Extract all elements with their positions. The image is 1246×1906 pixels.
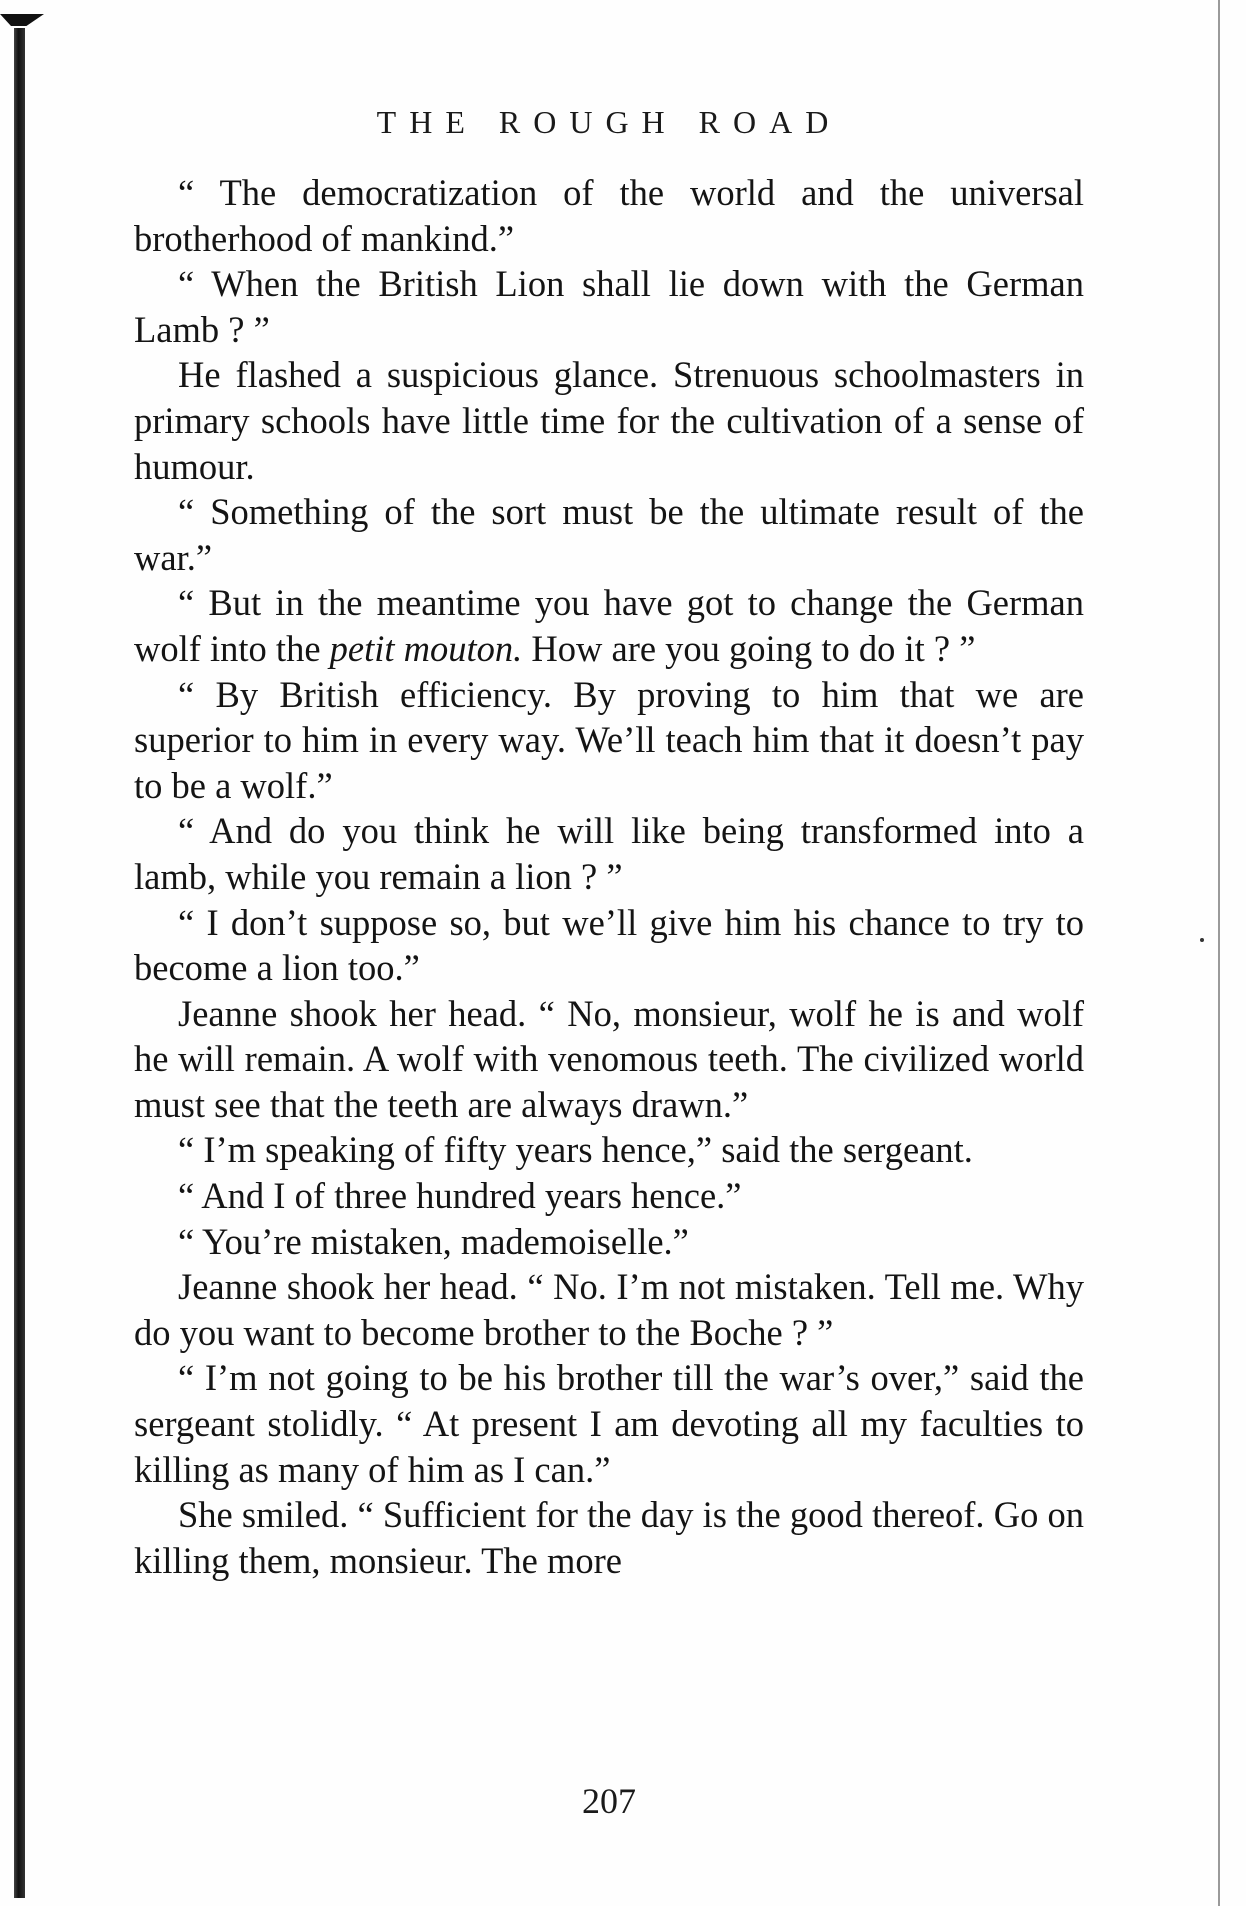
italic-text: petit mouton.	[329, 627, 523, 669]
paragraph	[134, 352, 1084, 489]
paragraph	[134, 1492, 1084, 1583]
speck	[1200, 938, 1204, 942]
text-run: “ And do you think he will like being transformed into a lamb, while you remain a lion ? ”	[134, 810, 1084, 897]
paragraph	[134, 991, 1084, 1128]
text-run: “ I don’t suppose so, but we’ll give him his chance to try to become a lion too.”	[134, 901, 1084, 989]
text-run: Jeanne shook her head. “ No. I’m not mistaken. Tell me. Why do you want to become brother to the Boche ? ”	[134, 1266, 1084, 1353]
binding-edge	[14, 28, 25, 1898]
paragraph	[134, 580, 1084, 671]
text-run: He flashed a suspicious glance. Strenuous schoolmasters in primary schools have little time for the cultivation of a sense of humour.	[134, 354, 1084, 487]
text-run: “ I’m not going to be his brother till the war’s over,” said the sergeant stolidly. “ At present I am devoting all my faculties to killing as many of him as I can.”	[134, 1357, 1084, 1490]
text-run: “ When the British Lion shall lie down with the German Lamb ? ”	[134, 263, 1084, 350]
paragraph	[134, 261, 1084, 352]
text-run: Jeanne shook her head. “ No, monsieur, wolf he is and wolf he will remain. A wolf with venomous teeth. The civilized world must see that the teeth are always drawn.”	[134, 992, 1084, 1125]
text-run: “ And I of three hundred years hence.”	[178, 1175, 742, 1217]
paragraph	[134, 489, 1084, 580]
paragraph	[134, 1127, 1084, 1173]
text-run: “ I’m speaking of fifty years hence,” said the sergeant.	[178, 1129, 973, 1171]
running-head: THE ROUGH ROAD	[376, 104, 842, 140]
body-text	[134, 170, 1084, 1583]
paragraph	[134, 1173, 1084, 1219]
binding-edge-top	[0, 14, 44, 26]
text-run: “ The democratization of the world and the universal brotherhood of mankind.”	[134, 172, 1084, 259]
paragraph	[134, 1264, 1084, 1355]
paragraph	[134, 1355, 1084, 1492]
text-run: “ By British efficiency. By proving to him that we are superior to him in every way. We’ll teach him that it doesn’t pay to be a wolf.”	[134, 673, 1084, 806]
paragraph	[134, 900, 1084, 991]
text-run: “ But in the meantime you have got to change the German wolf into the	[134, 582, 1084, 669]
paragraph	[134, 1219, 1084, 1265]
paragraph	[134, 808, 1084, 899]
text-run: “ You’re mistaken, mademoiselle.”	[178, 1220, 689, 1262]
text-run: “ Something of the sort must be the ultimate result of the war.”	[134, 491, 1084, 578]
paragraph	[134, 672, 1084, 809]
text-run: How are you going to do it ? ”	[522, 627, 976, 669]
paragraph	[134, 170, 1084, 261]
page-number: 207	[582, 1781, 636, 1821]
text-run: She smiled. “ Sufficient for the day is the good thereof. Go on killing them, monsieur. The more	[134, 1494, 1084, 1581]
page-edge-rule	[1218, 0, 1220, 1906]
